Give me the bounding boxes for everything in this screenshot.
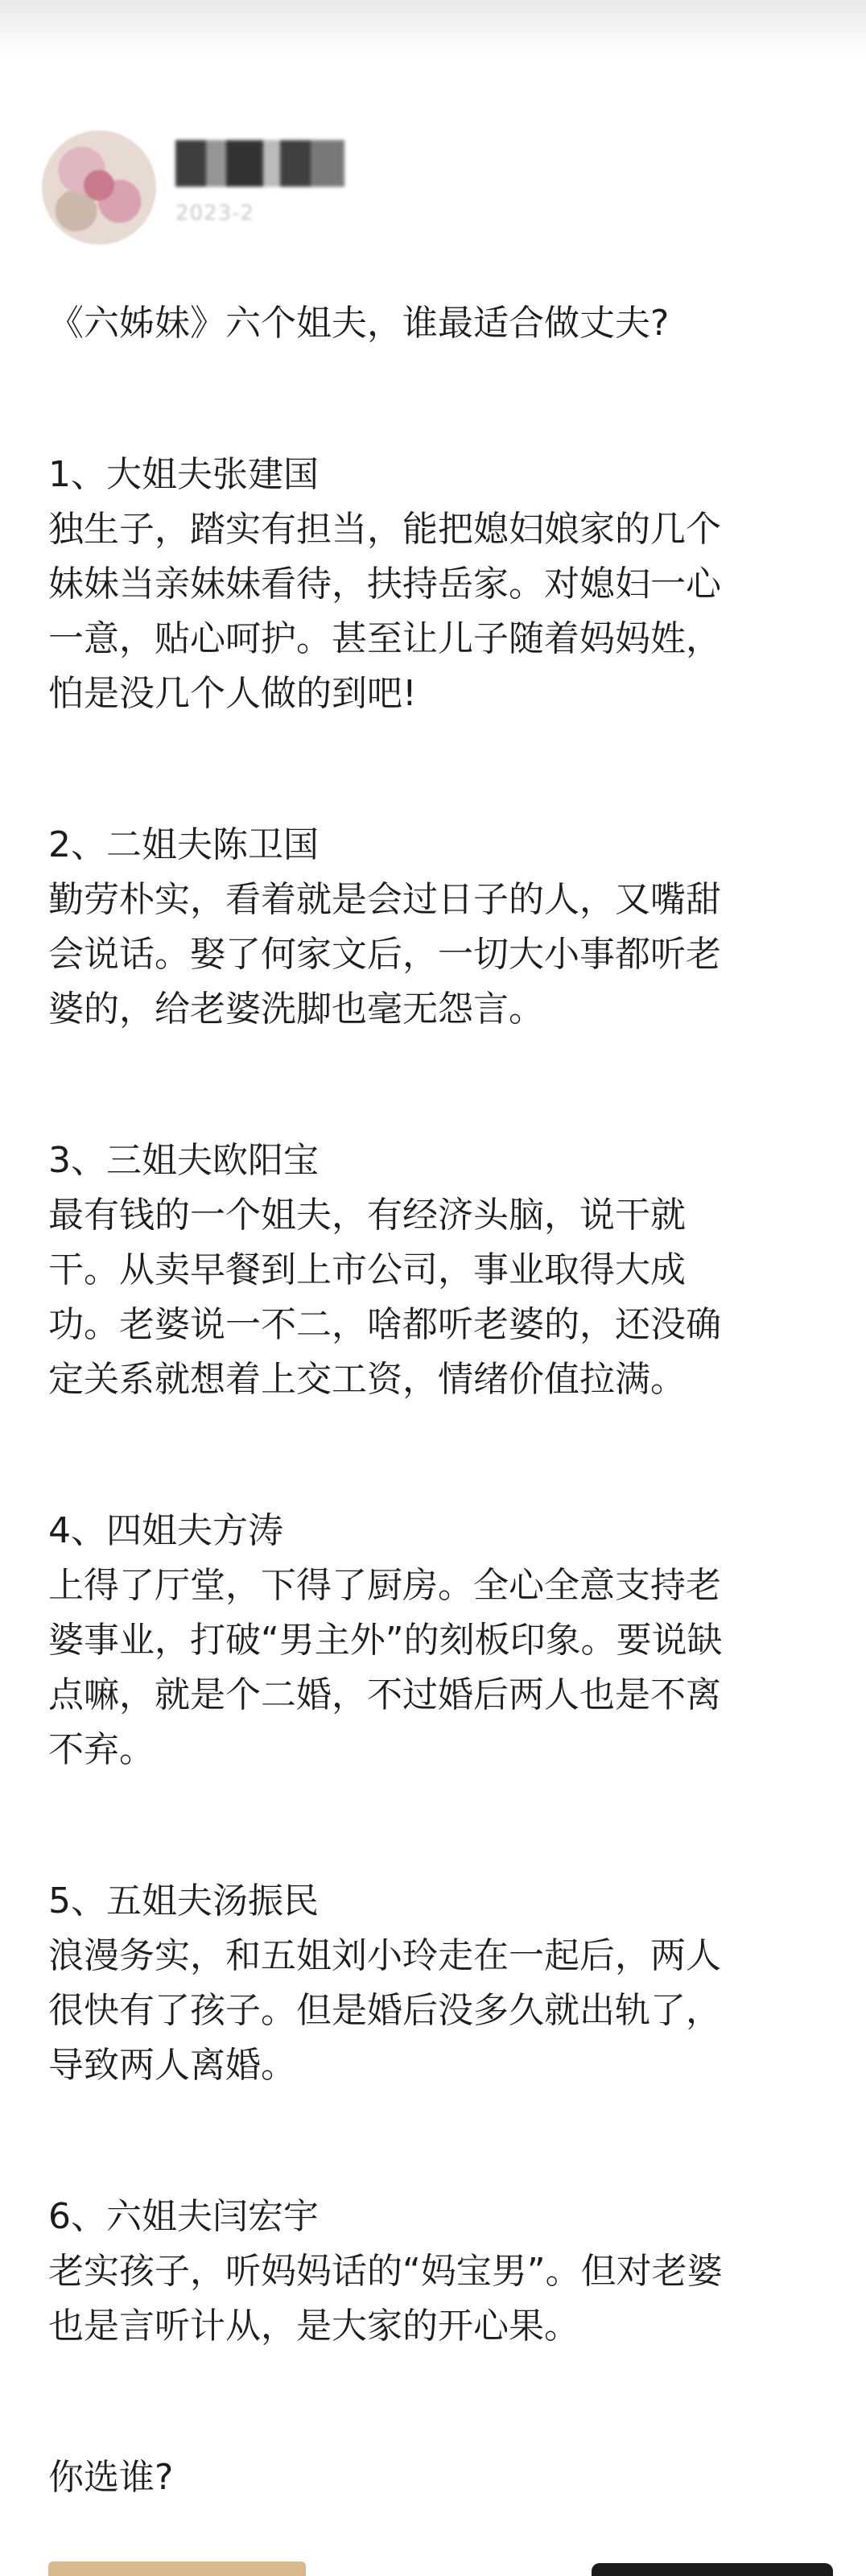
section-body-line: 老实孩子，听妈妈话的“妈宝男”。但对老婆 <box>48 2251 723 2292</box>
image-strip <box>0 2555 866 2576</box>
section-body-line: 功。老婆说一不二，啥都听老婆的，还没确 <box>48 1304 721 1345</box>
section-body-line: 浪漫务实，和五姐刘小玲走在一起后，两人 <box>48 1935 721 1976</box>
top-shade <box>0 0 866 56</box>
section-heading: 5、五姐夫汤振民 <box>48 1880 319 1922</box>
section-heading: 1、大姐夫张建国 <box>48 454 319 495</box>
closing-question: 你选谁? <box>48 2457 174 2498</box>
section <box>48 1874 821 2093</box>
section-body-line: 定关系就想着上交工资，情绪价值拉满。 <box>48 1359 686 1400</box>
image-thumbnail-right[interactable] <box>592 2563 833 2576</box>
section-heading: 3、三姐夫欧阳宝 <box>48 1140 319 1181</box>
section <box>48 448 821 721</box>
section-body-line: 也是言听计从，是大家的开心果。 <box>48 2306 579 2347</box>
section-heading: 2、二姐夫陈卫国 <box>48 824 319 865</box>
image-thumbnail-left[interactable] <box>48 2562 306 2576</box>
section-body-line: 婆事业，打破“男主外”的刻板印象。要说缺 <box>48 1620 723 1661</box>
section-heading: 6、六姐夫闫宏宇 <box>48 2196 319 2237</box>
section <box>48 818 821 1037</box>
section-gap <box>48 1407 821 1504</box>
section-gap <box>48 1777 821 1874</box>
section-body-line: 怕是没几个人做的到吧! <box>48 673 417 714</box>
section-body-line: 很快有了孩子。但是婚后没多久就出轨了， <box>48 1990 721 2031</box>
post-content <box>48 296 821 2505</box>
section-body-line: 上得了厅堂，下得了厨房。全心全意支持老 <box>48 1565 721 1606</box>
section-body-line: 独生子，踏实有担当，能把媳妇娘家的几个 <box>48 509 721 550</box>
section-body-line: 会说话。娶了何家文后，一切大小事都听老 <box>48 934 721 975</box>
section-body-line: 点嘛，就是个二婚，不过婚后两人也是不离 <box>48 1674 721 1715</box>
section-gap <box>48 1037 821 1133</box>
section <box>48 1133 821 1407</box>
section <box>48 1504 821 1777</box>
section-body-line: 不弃。 <box>48 1729 155 1770</box>
section-body-line: 一意，贴心呵护。甚至让儿子随着妈妈姓， <box>48 618 721 659</box>
section-body-line: 勤劳朴实，看着就是会过日子的人，又嘴甜 <box>48 879 721 920</box>
post-date: 2023-2 <box>175 201 255 225</box>
post-header <box>32 121 834 242</box>
section-body-line: 干。从卖早餐到上市公司，事业取得大成 <box>48 1249 686 1290</box>
section-body-line: 妹妹当亲妹妹看待，扶持岳家。对媳妇一心 <box>48 564 721 605</box>
username-blurred[interactable] <box>175 140 344 187</box>
section-body-line: 婆的，给老婆洗脚也毫无怨言。 <box>48 989 544 1030</box>
section-gap <box>48 351 821 448</box>
post-title: 《六姊妹》六个姐夫，谁最适合做丈夫? <box>48 303 670 344</box>
section-gap <box>48 2093 821 2190</box>
section-body-line: 导致两人离婚。 <box>48 2045 296 2086</box>
sections-list <box>48 351 821 2354</box>
section-heading: 4、四姐夫方涛 <box>48 1510 283 1551</box>
section <box>48 2190 821 2354</box>
section-body-line: 最有钱的一个姐夫，有经济头脑，说干就 <box>48 1195 686 1236</box>
avatar[interactable] <box>42 130 156 245</box>
section-gap <box>48 721 821 818</box>
